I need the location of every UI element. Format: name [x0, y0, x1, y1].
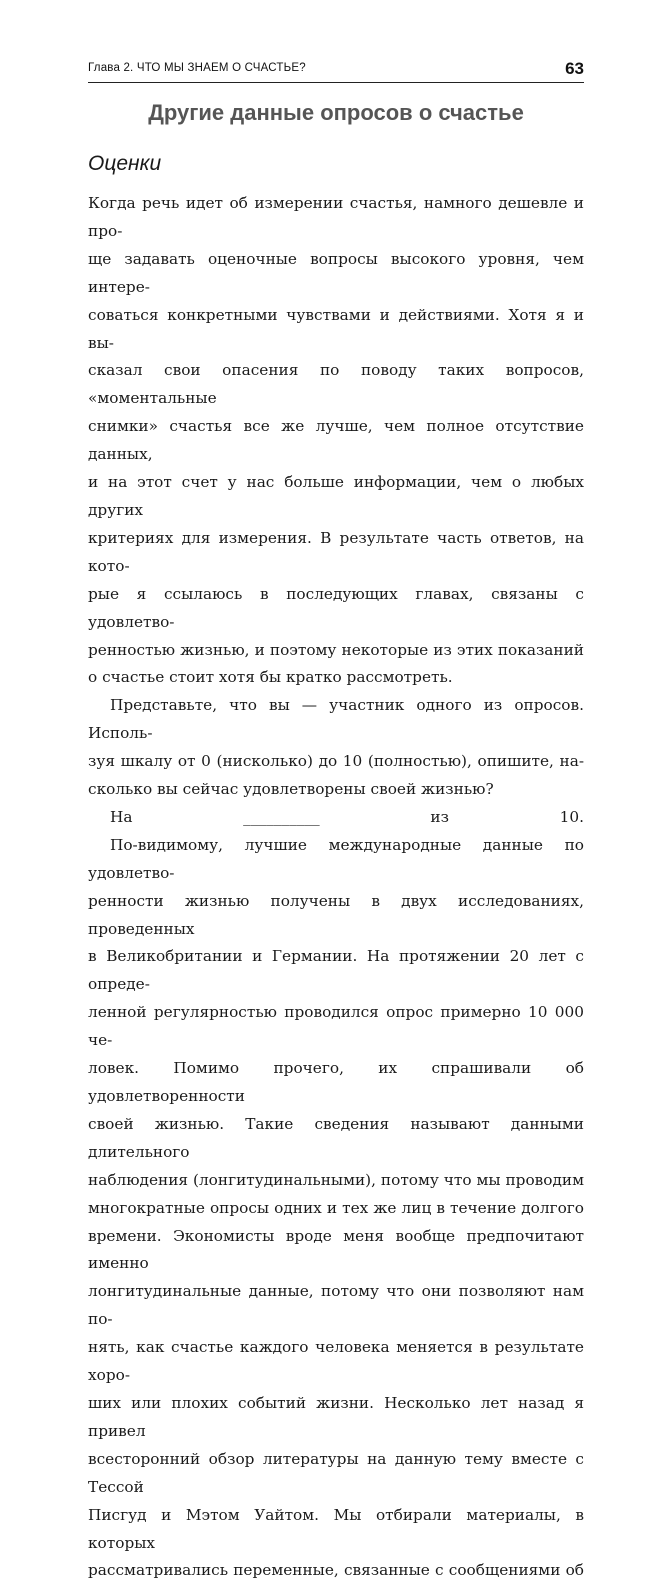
text-line: Писгуд и Мэтом Уайтом. Мы отбирали материалы, в которых: [88, 1505, 584, 1552]
paragraph-1: [88, 190, 584, 692]
text-line: наблюдения (лонгитудинальными), потому что мы проводим: [88, 1170, 584, 1189]
text-line: времени. Экономисты вроде меня вообще предпочитают именно: [88, 1226, 584, 1273]
text-line: ще задавать оценочные вопросы высокого уровня, чем интере-: [88, 249, 584, 296]
text-line: ловек. Помимо прочего, их спрашивали об удовлетворенности: [88, 1059, 584, 1105]
answer-line: На __________ из 10.: [110, 807, 584, 826]
text-line: рые я ссылаюсь в последующих главах, связаны с удовлетво-: [88, 584, 584, 631]
text-line: критериях для измерения. В результате часть ответов, на кото-: [88, 528, 584, 575]
text-line: своей жизнью. Такие сведения называют данными длительного: [88, 1114, 584, 1161]
running-header: [88, 52, 584, 83]
text-line: нять, как счастье каждого человека меняется в результате хоро-: [88, 1338, 584, 1385]
chapter-title: Глава 2. ЧТО МЫ ЗНАЕМ О СЧАСТЬЕ?: [88, 62, 306, 74]
paragraph-2: [88, 692, 584, 804]
text-line: Представьте, что вы — участник одного из опросов. Исполь-: [88, 696, 584, 743]
text-line: ренностью жизнью, и поэтому некоторые из этих показаний: [88, 640, 584, 659]
text-line: рассматривались переменные, связанные с сообщениями об: [88, 1561, 584, 1580]
text-line: всесторонний обзор литературы на данную тему вместе с Тессой: [88, 1449, 584, 1496]
text-line: сказал свои опасения по поводу таких вопросов, «моментальные: [88, 361, 584, 408]
text-line: о счастье стоит хотя бы кратко рассмотреть.: [88, 668, 453, 687]
text-line: снимки» счастья все же лучше, чем полное отсутствие данных,: [88, 417, 584, 464]
text-line: сколько вы сейчас удовлетворены своей жизнью?: [88, 780, 494, 799]
text-line: ренности жизнью получены в двух исследованиях, проведенных: [88, 891, 584, 938]
text-line: лонгитудинальные данные, потому что они позволяют нам по-: [88, 1282, 584, 1329]
text-line: соваться конкретными чувствами и действиями. Хотя я и вы-: [88, 305, 584, 352]
text-line: зуя шкалу от 0 (нисколько) до 10 (полностью), опишите, на-: [88, 752, 584, 771]
body-text: [88, 190, 584, 1585]
text-line: Когда речь идет об измерении счастья, намного дешевле и про-: [88, 194, 584, 240]
text-line: многократные опросы одних и тех же лиц в течение долгого: [88, 1198, 584, 1217]
page-number: 63: [565, 59, 584, 78]
subsection-title: Оценки: [88, 152, 162, 175]
section-title: Другие данные опросов о счастье: [148, 100, 524, 125]
text-line: в Великобритании и Германии. На протяжении 20 лет с опреде-: [88, 947, 584, 994]
text-line: ших или плохих событий жизни. Несколько лет назад я привел: [88, 1393, 584, 1440]
text-line: По-видимому, лучшие международные данные по удовлетво-: [88, 835, 584, 882]
text-line: ленной регулярностью проводился опрос примерно 10 000 че-: [88, 1003, 584, 1050]
paragraph-3: [88, 832, 584, 1585]
text-line: и на этот счет у нас больше информации, чем о любых других: [88, 473, 584, 519]
